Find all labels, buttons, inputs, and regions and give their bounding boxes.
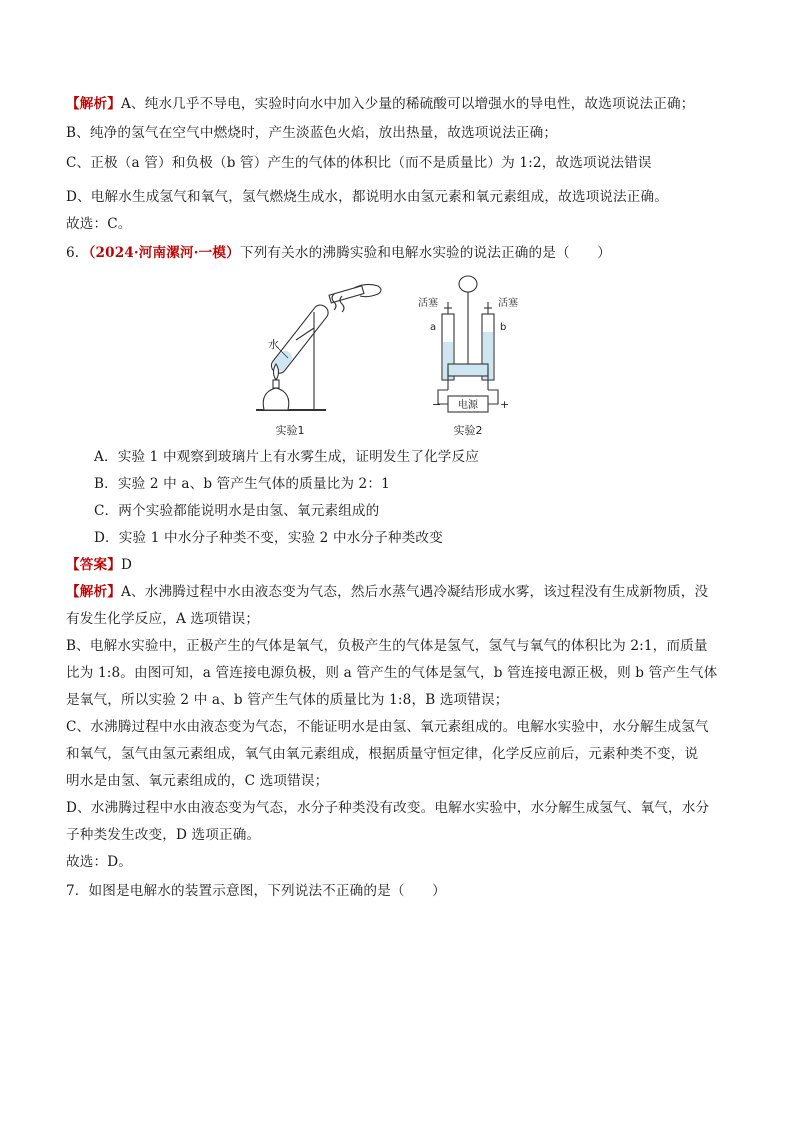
q7-stem: 7．如图是电解水的装置示意图，下列说法不正确的是（ ） [66, 883, 446, 899]
caption-experiment-2: 实验2 [453, 424, 483, 437]
water-label: 水 [268, 338, 279, 351]
experiment-2-apparatus [438, 276, 498, 412]
q5-analysis-line-c: C、正极（a 管）和负极（b 管）产生的气体的体积比（而不是质量比）为 1:2，故选项说法错误 [66, 155, 652, 171]
q6-analysis-line-3: B、电解水实验中，正极产生的气体是氧气，负极产生的气体是氢气，氢气与氧气的体积比为 2:1，而质量 [66, 638, 708, 654]
q6-analysis-line-10: 子种类发生改变，D 选项正确。 [66, 827, 261, 843]
q6-choice: 故选：D。 [66, 854, 133, 870]
q6-answer-line [66, 555, 132, 575]
q6-analysis-line-8: 明水是由氢、氧元素组成的，C 选项错误； [66, 773, 329, 789]
q6-analysis-line-6: C、水沸腾过程中水由液态变为气态，不能证明水是由氢、氧元素组成的。电解水实验中，水分解生成氢气 [66, 719, 709, 735]
q5-analysis-text-a: A、纯水几乎不导电，实验时向水中加入少量的稀硫酸可以增强水的导电性，故选项说法正确； [120, 96, 695, 112]
experiment-diagram [230, 268, 550, 444]
valve-left-label: 活塞 [418, 298, 438, 309]
plus-sign: + [500, 398, 510, 411]
q6-option-a: A．实验 1 中观察到玻璃片上有水雾生成，证明发生了化学反应 [94, 449, 480, 465]
tube-a-label: a [430, 322, 437, 333]
q6-analysis-line-9: D、水沸腾过程中水由液态变为气态，水分子种类没有改变。电解水实验中，水分解生成氢气、氧气，水分 [66, 800, 710, 816]
q5-analysis-line-a [66, 94, 694, 114]
minus-sign: − [432, 398, 442, 411]
q6-answer: D [120, 557, 133, 573]
analysis-tag: 【解析】 [66, 96, 121, 112]
caption-experiment-1: 实验1 [275, 424, 305, 437]
q6-source: （2024·河南漯河·一模） [88, 245, 240, 261]
tube-b-label: b [500, 322, 507, 333]
q6-analysis-line-5: 是氧气，所以实验 2 中 a、b 管产生气体的质量比为 1:8，B 选项错误； [66, 692, 509, 708]
power-label: 电源 [458, 400, 478, 411]
q6-option-c: C．两个实验都能说明水是由氢、氧元素组成的 [94, 503, 380, 519]
q6-analysis-line-2: 有发生化学反应，A 选项错误； [66, 611, 260, 627]
valve-right-label: 活塞 [498, 298, 518, 309]
experiment-figure [230, 268, 550, 444]
q5-choice: 故选：C。 [66, 216, 132, 232]
q6-number: 6． [66, 245, 89, 261]
answer-tag: 【答案】 [66, 557, 121, 573]
q6-analysis-line-7: 和氧气，氢气由氢元素组成，氧气由氧元素组成，根据质量守恒定律，化学反应前后，元素种类不变，说 [66, 746, 699, 762]
q6-option-b: B．实验 2 中 a、b 管产生气体的质量比为 2：1 [94, 476, 390, 492]
q5-analysis-line-b: B、纯净的氢气在空气中燃烧时，产生淡蓝色火焰，放出热量，故选项说法正确； [66, 125, 558, 141]
q6-analysis-text-1: A、水沸腾过程中水由液态变为气态，然后水蒸气遇冷凝结形成水雾，该过程没有生成新物质，没 [120, 584, 709, 600]
q6-analysis-line-4: 比为 1:8。由图可知，a 管连接电源负极，则 a 管产生的气体是氢气，b 管连接电源正极，则 b 管产生气体 [66, 665, 718, 681]
q6-stem: 下列有关水的沸腾实验和电解水实验的说法正确的是（ ） [239, 245, 611, 261]
q5-analysis-line-d: D、电解水生成氢气和氧气，氢气燃烧生成水，都说明水由氢元素和氧元素组成，故选项说法正确。 [66, 189, 669, 205]
q6-option-d: D．实验 1 中水分子种类不变，实验 2 中水分子种类改变 [94, 530, 443, 546]
q6-analysis-line-1 [66, 582, 708, 602]
q6-stem-line [66, 243, 611, 263]
analysis-tag: 【解析】 [66, 584, 121, 600]
